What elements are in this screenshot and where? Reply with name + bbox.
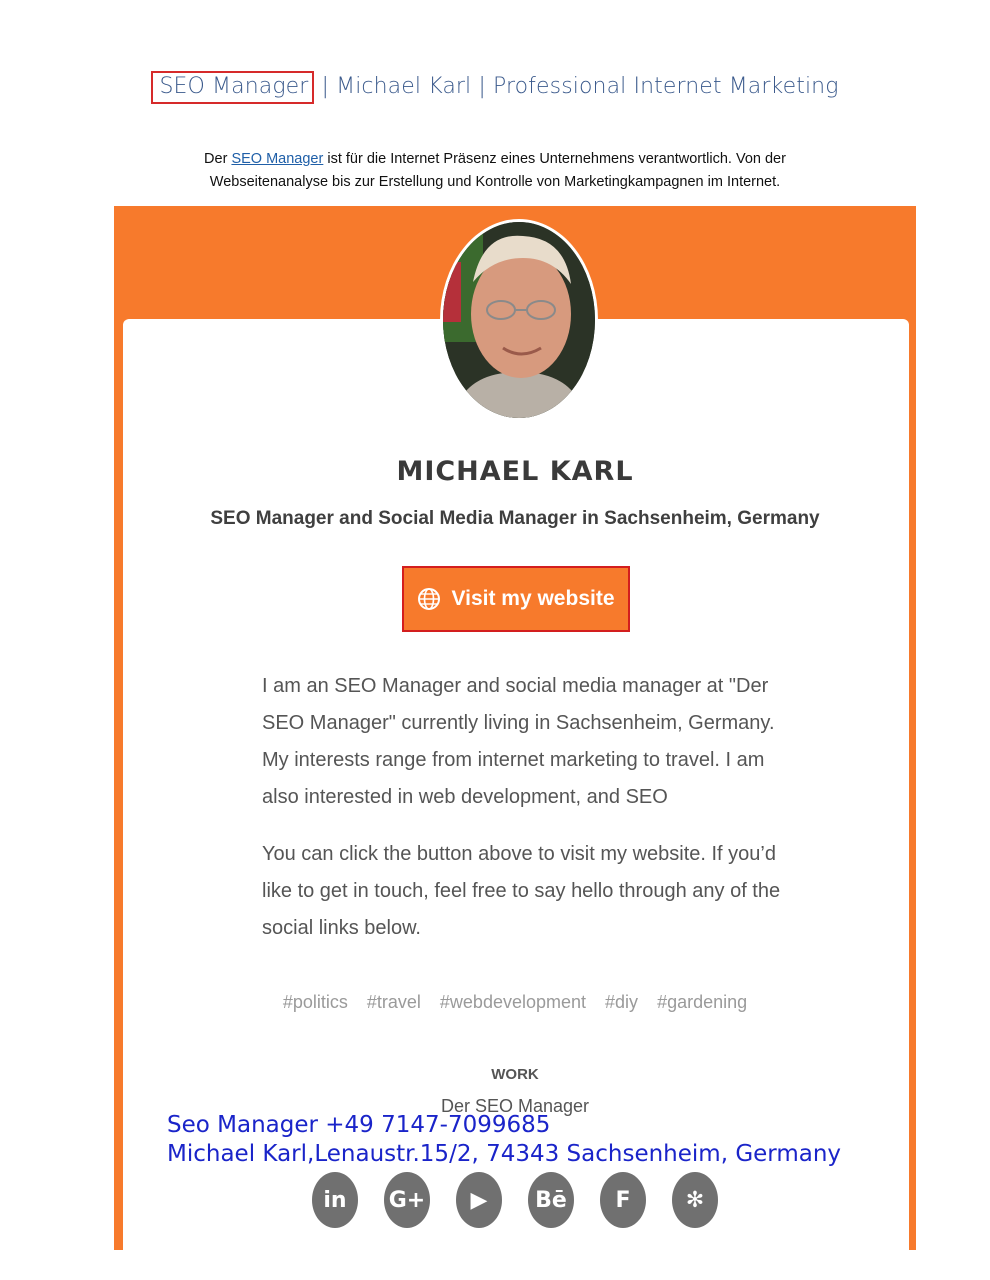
interest-tags: [114, 992, 916, 1013]
bio-paragraph-1: I am an SEO Manager and social media manager at "Der SEO Manager" currently living in Sachsenheim, Germany. My interests range from internet marketing to travel. I am also interested in web development, and SEO: [262, 675, 775, 808]
profile-subtitle: SEO Manager and Social Media Manager in Sachsenheim, Germany: [210, 508, 820, 529]
social-links: [114, 1172, 916, 1228]
youtube-icon[interactable]: ▶: [456, 1172, 502, 1228]
tag[interactable]: #webdevelopment: [439, 992, 587, 1012]
contact-phone: Seo Manager +49 7147-7099685: [167, 1112, 551, 1138]
intro-line-1-rest: ist für die Internet Präsenz eines Unternehmens verantwortlich. Von der: [323, 151, 786, 167]
behance-icon[interactable]: Bē: [528, 1172, 574, 1228]
tag[interactable]: #politics: [282, 992, 348, 1012]
title-highlight: SEO Manager: [151, 71, 314, 104]
profile-screenshot: [114, 206, 916, 1250]
google-plus-icon[interactable]: G+: [384, 1172, 430, 1228]
avatar: [440, 219, 598, 421]
linkedin-icon[interactable]: in: [312, 1172, 358, 1228]
work-label: WORK: [491, 1066, 539, 1083]
intro-line-2: Webseitenanalyse bis zur Erstellung und Kontrolle von Marketingkampagnen im Internet.: [209, 174, 781, 190]
title-rest: | Michael Karl | Professional Internet Marketing: [314, 74, 839, 99]
work-value: Der SEO Manager: [440, 1096, 590, 1116]
foursquare-icon[interactable]: F: [600, 1172, 646, 1228]
intro-line-1: [0, 148, 990, 171]
yelp-icon[interactable]: ✻: [672, 1172, 718, 1228]
profile-name: MICHAEL KARL: [396, 456, 634, 487]
globe-icon: [417, 587, 441, 611]
tag[interactable]: #travel: [366, 992, 421, 1012]
intro-paragraph: [0, 148, 990, 194]
page-title: [0, 74, 990, 99]
bio-paragraph-2: You can click the button above to visit my website. If you’d like to get in touch, feel free to say hello through any of the social links below.: [262, 843, 781, 939]
portrait-image: [443, 222, 595, 418]
visit-website-label: Visit my website: [451, 587, 615, 610]
tag[interactable]: #gardening: [657, 992, 748, 1012]
seo-manager-link[interactable]: SEO Manager: [231, 151, 324, 167]
visit-website-button[interactable]: [402, 566, 630, 632]
contact-address: Michael Karl,Lenaustr.15/2, 74343 Sachsenheim, Germany: [167, 1141, 842, 1167]
tag[interactable]: #diy: [605, 992, 639, 1012]
intro-prefix: Der: [204, 151, 232, 167]
